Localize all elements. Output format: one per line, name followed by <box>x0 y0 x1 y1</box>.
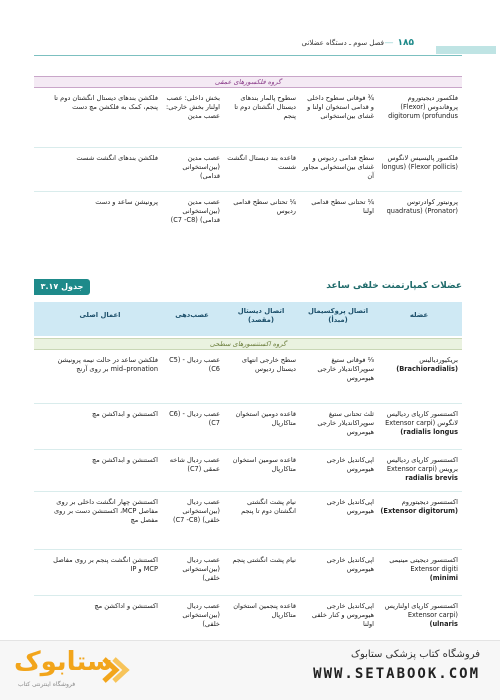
logo-subtitle: فروشگاه اینترنتی کتاب <box>18 681 76 688</box>
insertion-cell: سطح خارجی انتهای دیستال ردیوس <box>241 356 296 373</box>
muscle-name-en: (ulnaris <box>429 619 458 628</box>
group-label-deep-flexors: گروه فلکسورهای عمقی <box>34 76 462 88</box>
header-separator: — <box>384 38 394 48</box>
muscle-name-en: radialis brevis <box>405 473 458 482</box>
action-cell: اکستنشن انگشت پنجم بر روی مفاصل MCP و IP <box>53 556 158 573</box>
muscle-name: اکستنسور کارپای اولناریس (Extensor carpi (ulnaris <box>380 602 458 629</box>
insertion-cell: قاعده بند دیستال انگشت شست <box>227 154 296 171</box>
origin-cell: ثلث تحتانی ستیغ سوپراکاندیلار خارجی هیومروس <box>317 410 374 436</box>
flexor-table <box>34 72 462 242</box>
table-row <box>34 150 462 192</box>
nerve-cell: عصب ردیال - (C6 C7) <box>169 410 220 427</box>
table-row <box>34 598 462 638</box>
insertion-cell: نیام پشت انگشتی پنجم <box>232 556 296 564</box>
muscle-name-en: (radialis longus <box>400 427 458 436</box>
muscle-name-en: (Brachioradialis) <box>396 364 458 373</box>
table-row <box>34 406 462 450</box>
nerve-cell: عصب ردیال (بین‌استخوانی خلفی) <box>182 602 220 628</box>
muscle-name: اکستنسور کارپای ردیالیس برویس (Extensor carpi radialis brevis <box>380 456 458 483</box>
store-url[interactable]: WWW.SETABOOK.COM <box>313 666 480 682</box>
footer-banner <box>0 640 500 700</box>
origin-cell: ¼ تحتانی سطح قدامی اولنا <box>311 198 374 215</box>
footer-text <box>180 649 480 682</box>
nerve-cell: عصب مدین (بین‌استخوانی قدامی) (C7 -C8) <box>170 198 220 224</box>
action-cell: اکستنشن و ابداکشن مچ <box>92 410 158 418</box>
muscle-name: اکستنسور کارپای ردیالیس لانگوس (Extensor carpi (radialis longus <box>380 410 458 437</box>
header-action: اعمال اصلی <box>79 311 121 319</box>
action-cell: پرونیشن ساعد و دست <box>95 198 158 206</box>
origin-cell: ¾ فوقانی سطوح داخلی و قدامی استخوان اولنا و غشای بین‌استخوانی <box>307 94 374 120</box>
action-cell: فلکشن بندهای انگشت شست <box>76 154 158 162</box>
table-header <box>34 302 462 336</box>
logo-text: ستابوک <box>14 647 113 677</box>
insertion-cell: سطوح پالمار بندهای دیستال انگشتان دوم تا پنجم <box>234 94 296 120</box>
table-row <box>34 452 462 492</box>
muscle-name: بریکیوردیالیس (Brachioradialis) <box>380 356 458 374</box>
header-insertion: اتصال دیستال (مقصد) <box>237 307 285 325</box>
muscle-name-en: (minimi <box>429 573 458 582</box>
nerve-cell: عصب ردیال (بین‌استخوانی خلفی) (C7 -C8) <box>173 498 220 524</box>
nerve-cell: عصب ردیال - (C5 C6) <box>169 356 220 373</box>
insertion-cell: قاعده دومین استخوان متاکارپال <box>235 410 296 427</box>
table-number-badge: جدول ۳.۱۷ <box>34 279 90 295</box>
origin-cell: اپی‌کاندیل خارجی هیومروس و کنار خلفی اولنا <box>311 602 374 628</box>
nerve-cell: بخش داخلی: عصب اولنار بخش خارجی: عصب مدین <box>166 94 220 120</box>
action-cell: اکستنشن و ابداکشن مچ <box>92 456 158 464</box>
action-cell: اکستنشن و اداکشن مچ <box>94 602 158 610</box>
origin-cell: ⅔ فوقانی ستیغ سوپراکاندیلار خارجی هیومروس <box>317 356 374 382</box>
table-row <box>34 194 462 242</box>
origin-cell: اپی‌کاندیل خارجی هیومروس <box>326 456 374 473</box>
table-row <box>34 90 462 148</box>
insertion-cell: قاعده پنجمین استخوان متاکارپال <box>233 602 296 619</box>
insertion-cell: نیام پشت انگشتی انگشتان دوم تا پنجم <box>241 498 296 515</box>
section-title: عضلات کمپارتمنت خلفی ساعد <box>326 281 462 291</box>
origin-cell: سطح قدامی ردیوس و غشای بین‌استخوانی مجاور آن <box>302 154 374 180</box>
store-name: فروشگاه کتاب پزشکی ستابوک <box>351 649 480 660</box>
header-origin: اتصال پروکسیمال (مبدأ) <box>307 307 369 325</box>
extensor-table <box>34 336 462 638</box>
nerve-cell: عصب مدین (بین‌استخوانی قدامی) <box>182 154 220 180</box>
muscle-name: پرونیتور کوادرتوس (Pronator) (quadratus <box>386 198 458 215</box>
nerve-cell: عصب ردیال (بین‌استخوانی خلفی) <box>182 556 220 582</box>
muscle-name: فلکسور دیجیتوروم پروفاندوس (Flexor) digitorum (profundus <box>388 94 458 120</box>
action-cell: فلکشن بندهای دیستال انگشتان دوم تا پنجم، کمک به فلکشن مچ دست <box>54 94 158 111</box>
page-number: ۱۸۵— <box>384 38 414 48</box>
header-nerve: عصب‌دهی <box>175 311 209 319</box>
group-label-superficial-extensors: گروه اکستنسورهای سطحی <box>34 338 462 350</box>
origin-cell: اپی‌کاندیل خارجی هیومروس <box>326 498 374 515</box>
header-title: فصل سوم ـ دستگاه عضلانی <box>301 39 384 47</box>
origin-cell: اپی‌کاندیل خارجی هیومروس <box>326 556 374 573</box>
muscle-name: اکستنسور دیجیتوروم (Extensor digitorum) <box>380 498 458 515</box>
nerve-cell: عصب ردیال شاخه عمقی (C7) <box>169 456 220 473</box>
table-row <box>34 352 462 404</box>
action-cell: اکستنشن چهار انگشت داخلی بر روی مفاصل MCP، اکستنشن دست بر روی مفصل مچ <box>53 498 158 524</box>
header-muscle: عضله <box>409 311 429 319</box>
table-row <box>34 552 462 596</box>
chevron-logo-icon <box>100 655 130 685</box>
page-header <box>34 38 462 56</box>
insertion-cell: قاعده سومین استخوان متاکارپال <box>232 456 296 473</box>
table-row <box>34 494 462 550</box>
section-title-bar <box>34 279 462 295</box>
muscle-name: فلکسور پالیسیس لانگوس (Flexor pollicis) (longus <box>381 154 458 171</box>
header-accent-bar <box>436 46 496 54</box>
insertion-cell: ¼ تحتانی سطح قدامی ردیوس <box>233 198 296 215</box>
muscle-name: اکستنسور دیجیتی مینیمی Extensor digiti (minimi <box>380 556 458 583</box>
action-cell: فلکشن ساعد در حالت نیمه پرونیشن mid–pronation بر روی آرنج <box>57 356 158 373</box>
muscle-name-en: (Extensor digitorum) <box>380 506 458 515</box>
setabook-logo[interactable] <box>14 647 136 695</box>
